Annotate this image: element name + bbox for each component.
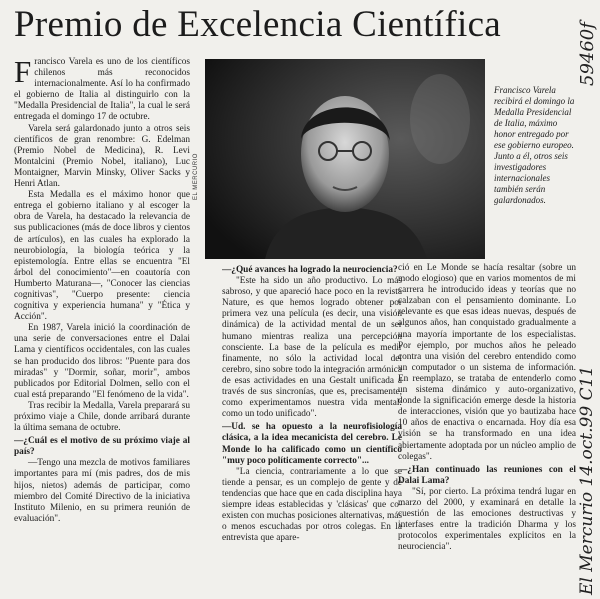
article-column-1 — [14, 57, 190, 597]
paragraph: En 1987, Varela inició la coordinación de una serie de conversaciones entre el Dalai Lama y científicos occidentales, con las cuales se han producido dos libros: "Puente para dos miradas" y "Dormir, soñar, morir", ambos publicados por Editorial Dolmen, sello con el cual está preparando "El fenómeno de la vida". — [14, 323, 190, 400]
paragraph: ció en Le Monde se hacía resaltar (sobre un modo elogioso) que en varios momentos de mi carrera he introducido ideas y teorías que no calzaban con el pensamiento dominante. Lo relevante es que esas ideas nuevas, después de algunos años, han conquistado gradualmente a una mayoría importante de los especialistas. Por ejemplo, por muchos años he peleado contra una visión del cerebro entendido como un computador o un sistema de información. En reemplazo, se trataba de entenderlo como un sistema dinámico y auto-organizativo, donde la significación emerge desde la historia de interacciones, visión que yo bautizaba hace 10 años de enactiva o encarnada. Hoy día esa visión se ha transformado en una idea abiertamente adoptada por un núcleo amplio de colegas". — [398, 263, 576, 462]
photo-caption: Francisco Varela recibirá el domingo la Medalla Presidencial de Italia, máximo honor entregado por ese gobierno europeo. Junto a él, otros seis investigadores internacionales también serán galardonados. — [494, 85, 575, 205]
paragraph-text: rancisco Varela es uno de los científicos chilenos más reconocidos internacionalmente. Así lo ha confirmado el gobierno de Italia al distinguirlo con la "Medalla Presidencial de Italia", la cual le será entregada el domingo 17 de octubre. — [14, 57, 190, 123]
paragraph: Varela será galardonado junto a otros seis científicos de gran renombre: G. Edelman (Premio Nobel de Medicina), R. Levi Montalcini (Premio Nobel, italiano), Luc Montaigner, Marvin Minsky, Oliver Sacks y Henri Atlan. — [14, 123, 190, 190]
paragraph: —Tengo una mezcla de motivos familiares importantes para mí (mis padres, dos de mis hijos, nietos) además de participar, como miembro del Comité Directivo de la iniciativa Instituto Milenio, en su primera reunión de evaluación". — [14, 458, 190, 524]
photo-credit: EL MERCURIO — [193, 153, 199, 200]
paragraph: "La ciencia, contrariamente a lo que se tiende a pensar, es un complejo de gente y de tendencias que hace que en cada disciplina haya siempre ideas establecidas y 'clásicas' que co-existen con muchas posiciones alternativas, más o menos escuchadas por otros colegas. En la entrevista que apare- — [222, 466, 402, 544]
headline: Premio de Excelencia Científica — [14, 4, 502, 45]
paragraph — [14, 57, 190, 124]
handwritten-archive-number: 59460f — [577, 22, 598, 86]
article-column-2 — [222, 263, 402, 598]
interview-question: —¿Cuál es el motivo de su próximo viaje al país? — [14, 436, 190, 458]
handwritten-source-note: El Mercurio 14.oct.99 C11 — [577, 365, 597, 595]
paragraph: Esta Medalla es el máximo honor que entrega el gobierno italiano y al escoger la obra de Varela, ha destacado la relevancia de sus publicaciones (más de doce libros y cientos de artículos), en las cuales ha explorado la neurobiología, la biología teórica y la epistemología. Entre ellas se encuentra "El árbol del conocimiento"—en coautoría con Humberto Maturana—, "Conocer las ciencias cognitivas", "Cuerpo presente: ciencia cognitiva y experiencia humana" y "Ética y Acción". — [14, 190, 190, 323]
portrait-photo — [205, 59, 485, 259]
paragraph: "Sí, por cierto. La próxima tendrá lugar en marzo del 2000, y examinará en detalle la cuestión de las emociones destructivas y interfases entre la tradición Dharma y los protocolos experimentales explícitos en la neurociencia". — [398, 486, 576, 553]
drop-cap: F — [14, 57, 32, 89]
interview-question: —¿Qué avances ha logrado la neurociencia? — [222, 265, 398, 275]
interview-question: —¿Han continuado las reuniones con el Dalai Lama? — [398, 464, 576, 486]
paragraph: "Este ha sido un año productivo. Lo más sabroso, y que apareció hace poco en la revista Nature, es que hemos logrado obtener por primera vez una película (es decir, una visión dinámica) de la actividad mental de un ser humano mientras realiza una percepción consciente. La base de la película es medir finamente, no sólo la actividad local del cerebro, sino sobre todo la integración armónica de esas actividades en una Gestalt unificada a través de sus sincronías, que es, precisamente, como experimentamos nuestra vida mental: como un todo unificado". — [222, 276, 402, 420]
portrait-illustration — [205, 59, 485, 259]
paragraph: Tras recibir la Medalla, Varela preparará su próximo viaje a Chile, donde arribará durante la última semana de octubre. — [14, 400, 190, 434]
article-column-3 — [398, 263, 576, 598]
interview-question: —Ud. se ha opuesto a la neurofisiología clásica, a la idea mecanicista del cerebro. Le Monde lo ha calificado como un científico "muy poco políticamente correcto"... — [222, 422, 402, 466]
